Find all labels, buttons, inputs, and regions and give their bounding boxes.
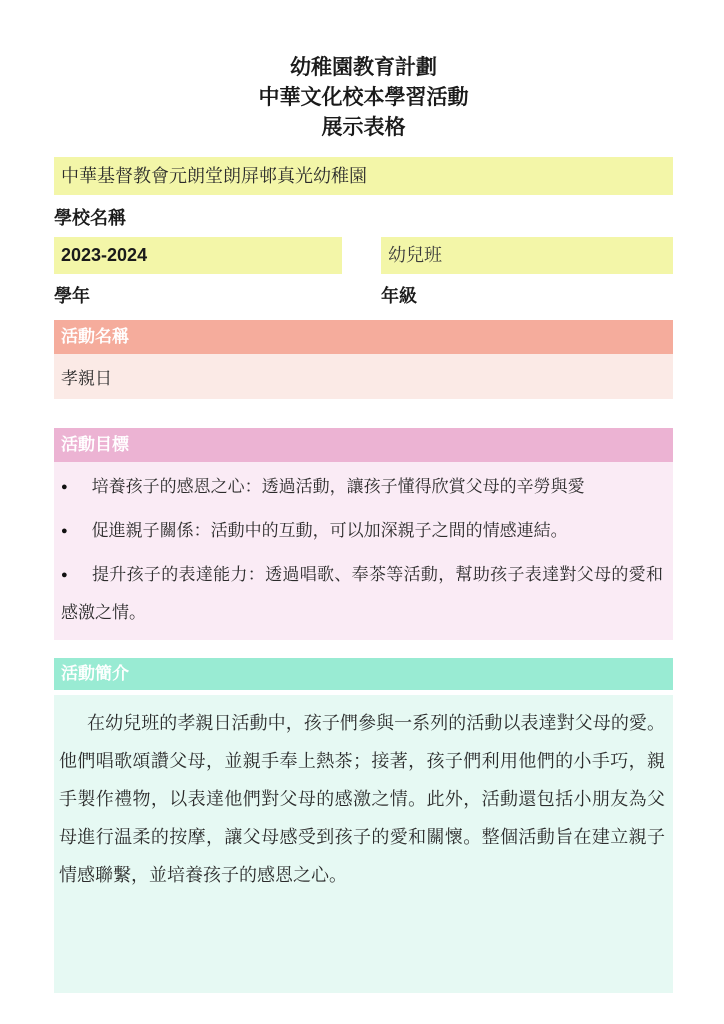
year-column: [54, 237, 342, 307]
activity-goals-list: [54, 462, 673, 640]
school-name-banner: 中華基督教會元朗堂朗屏邨真光幼稚園: [54, 157, 673, 195]
activity-goals-header: 活動目標: [54, 428, 673, 462]
school-year-label: 學年: [54, 286, 90, 306]
goal-text: 提升孩子的表達能力：透過唱歌、奉茶等活動，幫助孩子表達對父母的愛和感激之情。: [61, 565, 663, 622]
year-grade-row: [54, 237, 673, 307]
activity-name-header: 活動名稱: [54, 320, 673, 354]
activity-intro-paragraph: 在幼兒班的孝親日活動中，孩子們參與一系列的活動以表達對父母的愛。他們唱歌頌讚父母，並親手奉上熱茶；接著，孩子們利用他們的小手巧，親手製作禮物，以表達他們對父母的感激之情。此外，活動還包括小朋友為父母進行温柔的按摩，讓父母感受到孩子的愛和關懷。整個活動旨在建立親子情感聯繫，並培養孩子的感恩之心。: [54, 695, 673, 993]
grade-label: 年級: [381, 286, 417, 306]
grade-column: [381, 237, 673, 307]
activity-intro-header: 活動簡介: [54, 658, 673, 690]
activity-name-section: [54, 320, 673, 399]
bullet-icon: ●: [61, 525, 68, 537]
school-year-value: 2023-2024: [54, 237, 342, 274]
goal-item: [61, 513, 663, 551]
grade-value: 幼兒班: [381, 237, 673, 274]
bullet-icon: ●: [61, 481, 68, 493]
activity-intro-section: [54, 658, 673, 993]
school-name-label: 學校名稱: [54, 208, 126, 228]
activity-goals-section: [54, 428, 673, 640]
goal-text: 培養孩子的感恩之心：透過活動，讓孩子懂得欣賞父母的辛勞與愛: [91, 477, 585, 496]
page-title: [54, 53, 673, 143]
page-title-line-3: 展示表格: [321, 116, 406, 139]
goal-item: [61, 469, 663, 507]
goal-item: [61, 557, 663, 631]
page-title-line-1: 幼稚園教育計劃: [290, 56, 437, 79]
bullet-icon: ●: [61, 569, 68, 581]
page-title-line-2: 中華文化校本學習活動: [258, 86, 469, 109]
goal-text: 促進親子關係：活動中的互動，可以加深親子之間的情感連結。: [91, 521, 568, 540]
activity-name-value: 孝親日: [54, 354, 673, 399]
